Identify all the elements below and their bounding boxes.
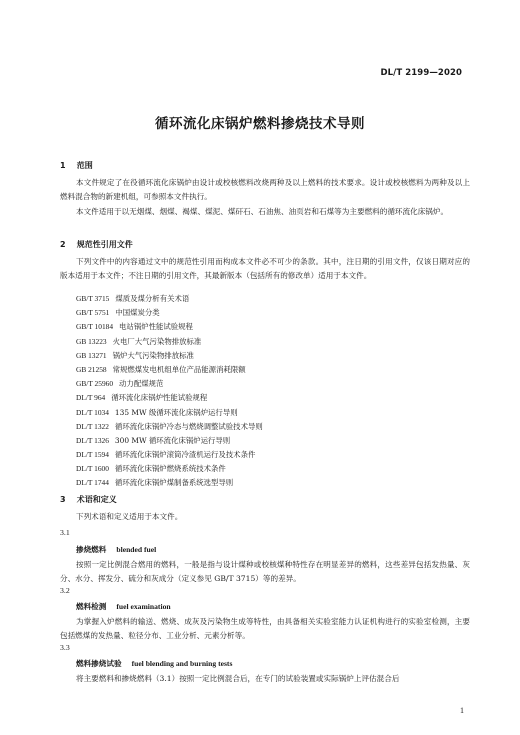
term-number: 3.2: [60, 586, 70, 595]
standard-name: 循环流化床锅炉煤制备系统选型导则: [114, 478, 234, 488]
standard-name: 常规燃煤发电机组单位产品能源消耗限额: [112, 364, 246, 374]
section-number: 1: [60, 161, 66, 170]
standard-name: 循环流化床锅炉滚筒冷渣机运行及技术条件: [114, 450, 256, 460]
list-item: [76, 349, 263, 363]
standard-name: 动力配煤规范: [119, 379, 164, 389]
standard-code-item: DL/T 1326: [76, 435, 109, 445]
standard-code-item: GB/T 25960: [76, 379, 114, 389]
term-heading: [76, 658, 232, 669]
list-item: [76, 448, 263, 462]
term-number: 3.1: [60, 528, 70, 537]
section-title: 规范性引用文件: [76, 240, 133, 249]
term-heading: [76, 544, 156, 555]
standard-code-item: DL/T 1034: [76, 407, 109, 417]
standard-code-item: GB/T 10184: [76, 322, 114, 332]
section-heading-normative-refs: [60, 239, 133, 250]
standard-code-item: GB 21258: [76, 364, 107, 374]
standard-name: 循环流化床锅炉燃烧系统技术条件: [114, 464, 226, 474]
standard-code: DL/T 2199—2020: [380, 68, 462, 78]
page-title: 循环流化床锅炉燃料掺烧技术导则: [155, 116, 365, 132]
term-en: blended fuel: [116, 545, 157, 554]
standard-name: 135 MW 级循环流化床锅炉运行导则: [114, 407, 238, 417]
scope-paragraph-1: 本文件规定了在役循环流化床锅炉由设计或校核燃料改烧两种及以上燃料的技术要求。设计或校核燃料为两种及以上燃料混合物的新建机组，可参照本文件执行。: [60, 178, 470, 202]
list-item: [76, 335, 263, 349]
standard-name: 300 MW 循环流化床锅炉运行导则: [114, 435, 231, 445]
page-number: 1: [460, 706, 464, 715]
standard-name: 锅炉大气污染物排放标准: [112, 350, 194, 360]
section-heading-terms: [60, 494, 117, 505]
standard-code-item: DL/T 1594: [76, 450, 109, 460]
term-definition: 按照一定比例混合燃用的燃料，一般是指与设计煤种或校核煤种特性存在明显差异的燃料，这些差异包括发热量、灰分、水分、挥发分、硫分和灰成分（定义参见 GB/T 3715）等的差异。: [60, 560, 470, 584]
standard-name: 循环流化床锅炉性能试验规程: [111, 393, 208, 403]
section-title: 术语和定义: [76, 495, 117, 504]
term-zh: 掺烧燃料: [76, 545, 107, 554]
standards-list: [76, 292, 263, 491]
standard-name: 电站锅炉性能试验规程: [119, 322, 193, 332]
scope-paragraph-2: 本文件适用于以无烟煤、烟煤、褐煤、煤泥、煤矸石、石油焦、油页岩和石煤等为主要燃料的循环流化床锅炉。: [76, 207, 449, 216]
term-definition: 将主要燃料和掺烧燃料（3.1）按照一定比例混合后，在专门的试验装置或实际锅炉上评估混合后: [76, 674, 400, 683]
list-item: [76, 391, 263, 405]
standard-name: 煤质及煤分析有关术语: [115, 294, 190, 303]
standard-code-item: GB 13223: [76, 336, 107, 346]
list-item: [76, 476, 263, 490]
term-en: fuel examination: [116, 602, 171, 611]
term-zh: 燃料检测: [76, 602, 107, 611]
list-item: [76, 320, 263, 334]
standard-name: 循环流化床锅炉冷态与燃烧调整试验技术导则: [114, 421, 263, 431]
term-en: fuel blending and burning tests: [131, 659, 233, 668]
section-number: 3: [60, 495, 66, 504]
term-definition: 为掌握入炉燃料的输送、燃烧、成灰及污染物生成等特性，由具备相关实验室能力认证机构进行的实验室检测，主要包括燃煤的发热量、粒径分布、工业分析、元素分析等。: [60, 617, 470, 641]
terms-intro: 下列术语和定义适用于本文件。: [76, 512, 183, 521]
list-item: [76, 377, 263, 391]
standard-code-item: GB 13271: [76, 350, 107, 360]
section-number: 2: [60, 240, 66, 249]
standard-code-item: GB/T 5751: [76, 308, 110, 318]
list-item: [76, 306, 263, 320]
list-item: [76, 434, 263, 448]
standard-code-item: DL/T 1744: [76, 478, 109, 488]
list-item: [76, 406, 263, 420]
list-item: [76, 363, 263, 377]
standard-code-item: DL/T 1600: [76, 464, 109, 474]
standard-code-item: DL/T 1322: [76, 421, 109, 431]
term-heading: [76, 601, 171, 612]
list-item: [76, 462, 263, 476]
standard-name: 中国煤炭分类: [115, 308, 160, 318]
term-zh: 燃料掺烧试验: [76, 659, 122, 668]
standard-code-item: DL/T 964: [76, 393, 106, 403]
term-number: 3.3: [60, 643, 70, 652]
section-heading-scope: [60, 160, 93, 171]
section-title: 范围: [76, 161, 93, 170]
normative-refs-intro: 下列文件中的内容通过文中的规范性引用而构成本文件必不可少的条款。其中，注日期的引用文件，仅该日期对应的版本适用于本文件；不注日期的引用文件，其最新版本（包括所有的修改单）适用于本文件。: [60, 257, 470, 281]
standard-code-item: GB/T 3715: [76, 294, 110, 303]
standard-name: 火电厂大气污染物排放标准: [112, 336, 202, 346]
list-item: [76, 420, 263, 434]
list-item: [76, 292, 263, 306]
